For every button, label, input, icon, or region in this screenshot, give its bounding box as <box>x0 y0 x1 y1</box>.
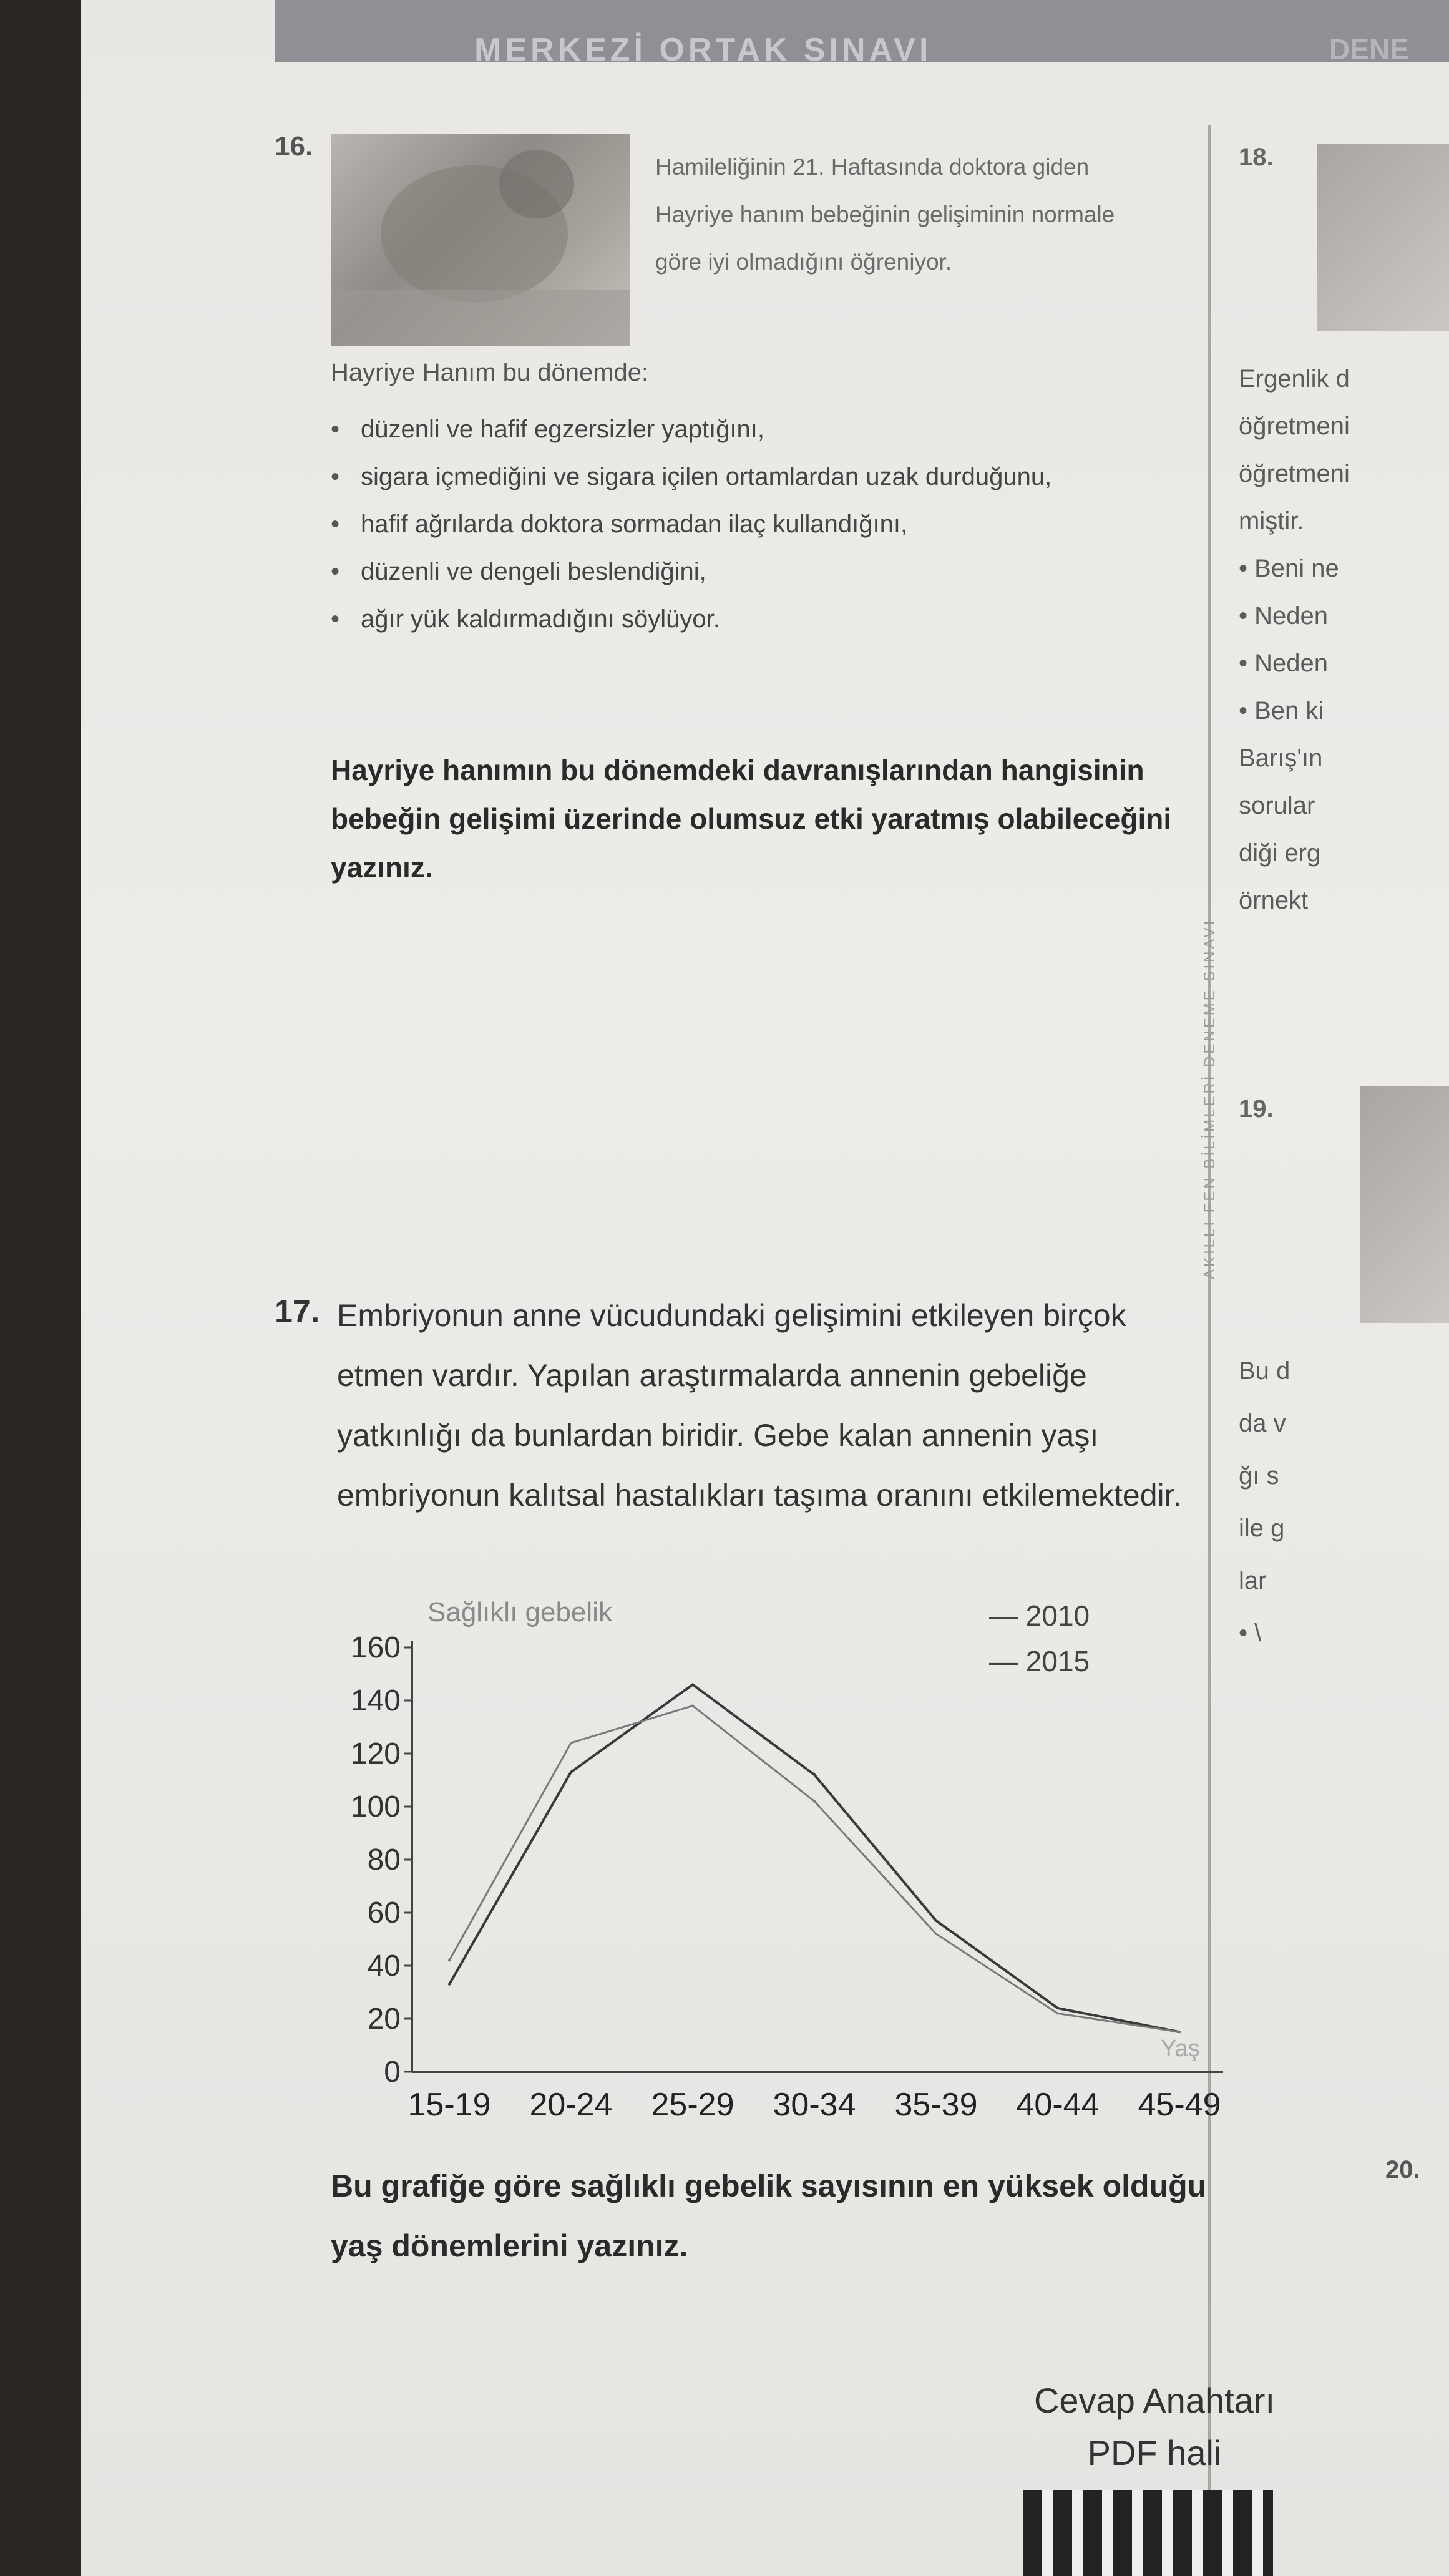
q18-line: öğretmeni <box>1239 412 1350 440</box>
q18-line: miştir. <box>1239 507 1304 535</box>
q16-photo <box>331 134 630 346</box>
q19-number: 19. <box>1239 1095 1274 1123</box>
q19-line: ğı s <box>1239 1462 1279 1490</box>
data-point <box>570 1742 572 1744</box>
q17-number: 17. <box>275 1294 320 1330</box>
legend-2010: — 2010 <box>989 1599 1090 1632</box>
q18-line: sorular <box>1239 792 1315 819</box>
answer-key-line-2: PDF hali <box>1087 2433 1222 2472</box>
y-tick-label: 160 <box>350 1631 401 1664</box>
data-point <box>691 1705 694 1707</box>
q19-line: da v <box>1239 1410 1286 1437</box>
data-point <box>1178 2031 1181 2033</box>
y-tick-label: 20 <box>367 2003 401 2036</box>
data-point <box>448 1959 451 1962</box>
data-point <box>935 1933 937 1935</box>
y-tick-label: 80 <box>367 1843 401 1876</box>
list-item: • düzenli ve hafif egzersizler yaptığını, <box>331 406 1134 453</box>
q18-photo <box>1317 144 1449 331</box>
list-item: • düzenli ve dengeli beslendiğini, <box>331 548 1134 595</box>
answer-key-line-1: Cevap Anahtarı <box>1033 2381 1276 2420</box>
q18-number: 18. <box>1239 144 1274 171</box>
x-tick-label: 15-19 <box>407 2087 491 2123</box>
side-vertical-label: AKILLI FEN BİLİMLERİ DENEME SINAVI <box>1201 918 1218 1279</box>
qr-code[interactable] <box>1023 2490 1273 2576</box>
pregnant-woman-image <box>331 134 630 346</box>
header-right-fragment: DENE <box>1329 33 1409 66</box>
q17-question: Bu grafiğe göre sağlıklı gebelik sayısının en yüksek olduğu yaş dönemlerini yazınız. <box>331 2169 1207 2263</box>
q18-line: • Neden <box>1239 650 1328 677</box>
q18-line: • Neden <box>1239 602 1328 630</box>
healthy-pregnancy-line-chart <box>349 1598 1248 2134</box>
x-tick-label: 35-39 <box>894 2087 978 2123</box>
list-item: • ağır yük kaldırmadığını söylüyor. <box>331 595 1134 643</box>
x-tick-label: 20-24 <box>529 2087 613 2123</box>
y-tick-label: 100 <box>350 1790 401 1823</box>
q18-line: Barış'ın <box>1239 744 1323 772</box>
data-point <box>1056 2012 1059 2015</box>
q20-number: 20. <box>1385 2156 1420 2183</box>
chart-x-label: Yaş <box>1161 2036 1200 2062</box>
data-point <box>935 1920 937 1922</box>
q19-line: ile g <box>1239 1515 1285 1542</box>
q19-photo <box>1360 1086 1449 1323</box>
q19-line: Bu d <box>1239 1357 1290 1385</box>
q18-line: • Ben ki <box>1239 697 1324 724</box>
series-line-0 <box>449 1685 1179 2032</box>
answer-key-note <box>986 2374 1323 2479</box>
q16-question: Hayriye hanımın bu dönemdeki davranışlarından hangisinin bebeğin gelişimi üzerinde olumsuz etki yaratmış olabileceğini yazınız. <box>331 754 1172 884</box>
q18-line: diği erg <box>1239 839 1321 867</box>
data-point <box>448 1983 451 1986</box>
q16-lead: Hayriye Hanım bu dönemde: <box>331 359 649 386</box>
list-item: • sigara içmediğini ve sigara içilen ortamlardan uzak durduğunu, <box>331 453 1134 500</box>
q16-bullet-list <box>331 406 1173 643</box>
q18-line: • Beni ne <box>1239 555 1339 582</box>
y-tick-label: 140 <box>350 1684 401 1717</box>
y-tick-label: 40 <box>367 1949 401 1983</box>
q17-text: Embriyonun anne vücudundaki gelişimini etkileyen birçok etmen vardır. Yapılan araştırmalarda annenin gebeliğe yatkınlığı da bunlardan biridir. Gebe kalan annenin yaşı embriyonun kalıtsal hastalıkları taşıma oranını etkilemektedir. <box>337 1298 1182 1513</box>
y-tick-label: 60 <box>367 1896 401 1930</box>
x-tick-label: 40-44 <box>1016 2087 1100 2123</box>
x-tick-label: 25-29 <box>651 2087 734 2123</box>
q18-line: öğretmeni <box>1239 460 1350 487</box>
q19-line: • \ <box>1239 1619 1262 1647</box>
legend-2015: — 2015 <box>989 1645 1090 1677</box>
series-line-1 <box>449 1706 1179 2032</box>
q16-number: 16. <box>275 131 313 162</box>
data-point <box>813 1800 816 1803</box>
list-item: • hafif ağrılarda doktora sormadan ilaç kullandığını, <box>331 500 1134 548</box>
q16-intro: Hamileliğinin 21. Haftasında doktora giden Hayriye hanım bebeğinin gelişiminin normale göre iyi olmadığını öğreniyor. <box>655 154 1115 275</box>
data-point <box>691 1684 694 1686</box>
q18-line: Ergenlik d <box>1239 365 1350 393</box>
data-point <box>1056 2007 1059 2009</box>
chart-y-label: Sağlıklı gebelik <box>427 1598 612 1627</box>
exam-title: MERKEZİ ORTAK SINAVI <box>474 32 932 68</box>
x-tick-label: 45-49 <box>1138 2087 1221 2123</box>
q18-line: örnekt <box>1239 887 1309 914</box>
data-point <box>813 1773 816 1776</box>
y-tick-label: 0 <box>384 2056 401 2089</box>
q19-line: lar <box>1239 1567 1267 1594</box>
y-tick-label: 120 <box>350 1737 401 1770</box>
x-tick-label: 30-34 <box>773 2087 856 2123</box>
data-point <box>570 1771 572 1773</box>
